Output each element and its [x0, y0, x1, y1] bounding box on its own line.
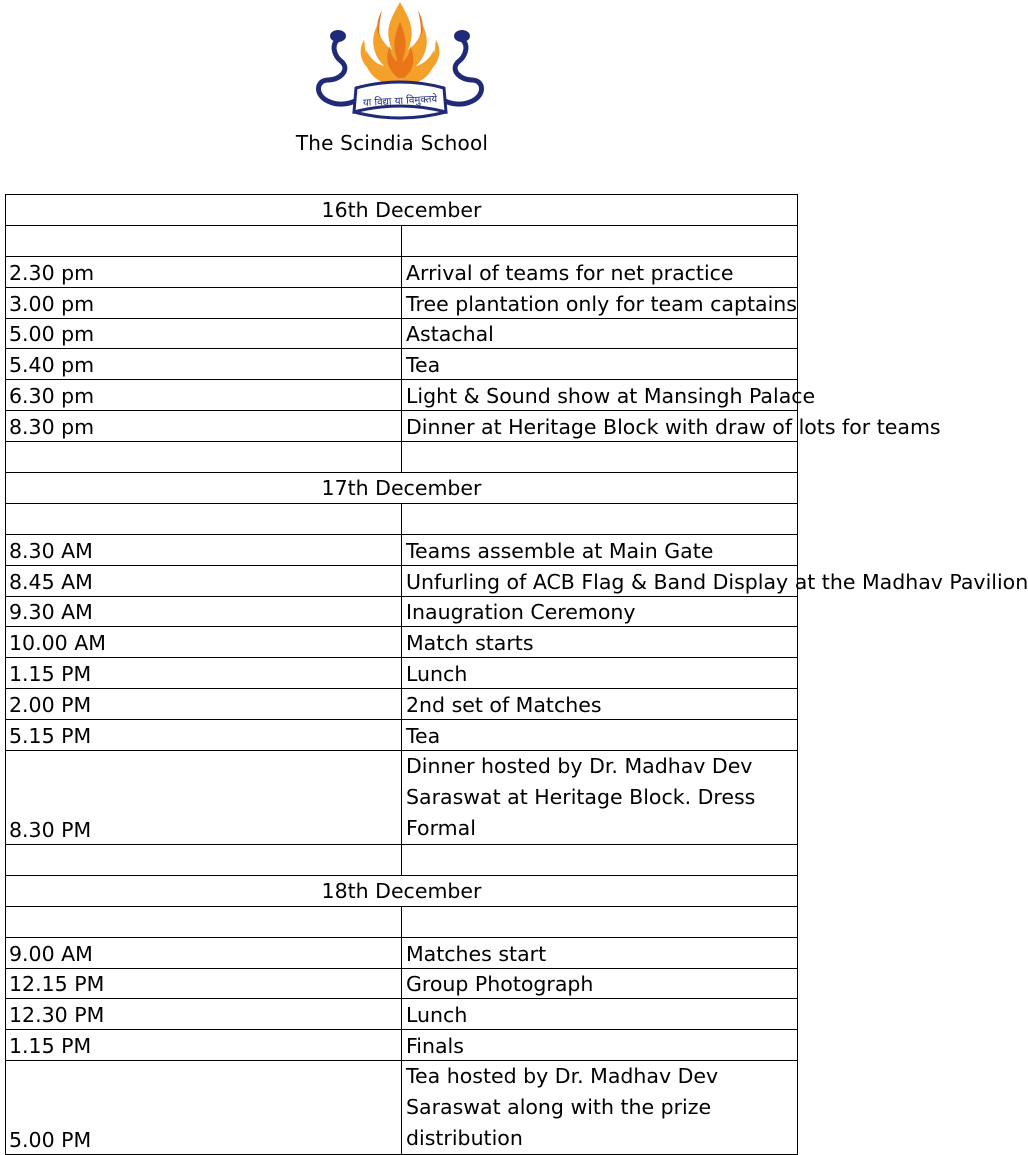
event-time: 3.00 pm: [6, 287, 402, 318]
event-time: 12.30 PM: [6, 999, 402, 1030]
blank-desc-cell: [402, 503, 798, 534]
event-row: [6, 596, 798, 627]
event-time: 8.30 pm: [6, 411, 402, 442]
event-description: Matches start: [402, 937, 798, 968]
event-description: Dinner at Heritage Block with draw of lots for teams: [402, 411, 798, 442]
event-description: Tree plantation only for team captains: [402, 287, 798, 318]
event-description: Lunch: [402, 999, 798, 1030]
blank-time-cell: [6, 442, 402, 473]
event-description: Group Photograph: [402, 968, 798, 999]
event-time: 12.15 PM: [6, 968, 402, 999]
event-time: 5.00 PM: [6, 1061, 402, 1155]
school-name: The Scindia School: [295, 131, 489, 155]
blank-row: [6, 845, 798, 876]
event-time: 9.00 AM: [6, 937, 402, 968]
event-row: [6, 565, 798, 596]
event-description: Arrival of teams for net practice: [402, 256, 798, 287]
event-row: [6, 627, 798, 658]
event-description: Teams assemble at Main Gate: [402, 534, 798, 565]
blank-time-cell: [6, 845, 402, 876]
event-description: Tea: [402, 720, 798, 751]
schedule-table: [5, 194, 1028, 1155]
event-description: Tea: [402, 349, 798, 380]
event-description: Lunch: [402, 658, 798, 689]
event-description: Match starts: [402, 627, 798, 658]
day-header-row: [6, 473, 798, 504]
event-row: [6, 1030, 798, 1061]
event-description: Finals: [402, 1030, 798, 1061]
blank-row: [6, 442, 798, 473]
event-time: 5.40 pm: [6, 349, 402, 380]
day-header-row: [6, 195, 798, 226]
blank-row: [6, 225, 798, 256]
blank-row: [6, 906, 798, 937]
event-description: Inaugration Ceremony: [402, 596, 798, 627]
event-description: Unfurling of ACB Flag & Band Display at the Madhav Pavilion: [402, 565, 798, 596]
event-row: [6, 968, 798, 999]
motto-scroll: [354, 82, 446, 118]
blank-desc-cell: [402, 442, 798, 473]
blank-desc-cell: [402, 225, 798, 256]
event-time: 8.30 AM: [6, 534, 402, 565]
blank-row: [6, 503, 798, 534]
event-time: 2.30 pm: [6, 256, 402, 287]
event-description: Astachal: [402, 318, 798, 349]
blank-time-cell: [6, 906, 402, 937]
blank-desc-cell: [402, 845, 798, 876]
left-serpent-icon: [319, 30, 361, 104]
event-time: 2.00 PM: [6, 689, 402, 720]
school-crest-logo: [300, 0, 500, 135]
event-time: 1.15 PM: [6, 658, 402, 689]
blank-time-cell: [6, 225, 402, 256]
event-time: 10.00 AM: [6, 627, 402, 658]
event-row: [6, 256, 798, 287]
event-row: [6, 318, 798, 349]
event-time: 1.15 PM: [6, 1030, 402, 1061]
event-row: [6, 349, 798, 380]
event-row: [6, 937, 798, 968]
event-time: 8.45 AM: [6, 565, 402, 596]
day-header-row: [6, 875, 798, 906]
right-serpent-icon: [440, 30, 482, 104]
event-time: 5.15 PM: [6, 720, 402, 751]
event-row: [6, 751, 798, 845]
event-time: 5.00 pm: [6, 318, 402, 349]
event-row: [6, 999, 798, 1030]
flame-icon: [361, 2, 440, 84]
event-row: [6, 720, 798, 751]
blank-time-cell: [6, 503, 402, 534]
day-header: 16th December: [6, 195, 798, 226]
event-time: 8.30 PM: [6, 751, 402, 845]
event-row: [6, 689, 798, 720]
event-row: [6, 658, 798, 689]
event-row: [6, 380, 798, 411]
event-description: 2nd set of Matches: [402, 689, 798, 720]
day-header: 18th December: [6, 875, 798, 906]
event-row: [6, 534, 798, 565]
motto-text: या विद्या या विमुक्तये: [362, 94, 438, 109]
event-row: [6, 411, 798, 442]
event-time: 9.30 AM: [6, 596, 402, 627]
page-header: [0, 0, 800, 190]
event-description: Light & Sound show at Mansingh Palace: [402, 380, 798, 411]
event-time: 6.30 pm: [6, 380, 402, 411]
day-header: 17th December: [6, 473, 798, 504]
event-description: Dinner hosted by Dr. Madhav Dev Saraswat at Heritage Block. Dress Formal: [402, 751, 798, 845]
event-row: [6, 1061, 798, 1155]
event-description: Tea hosted by Dr. Madhav Dev Saraswat along with the prize distribution: [402, 1061, 798, 1155]
blank-desc-cell: [402, 906, 798, 937]
event-row: [6, 287, 798, 318]
